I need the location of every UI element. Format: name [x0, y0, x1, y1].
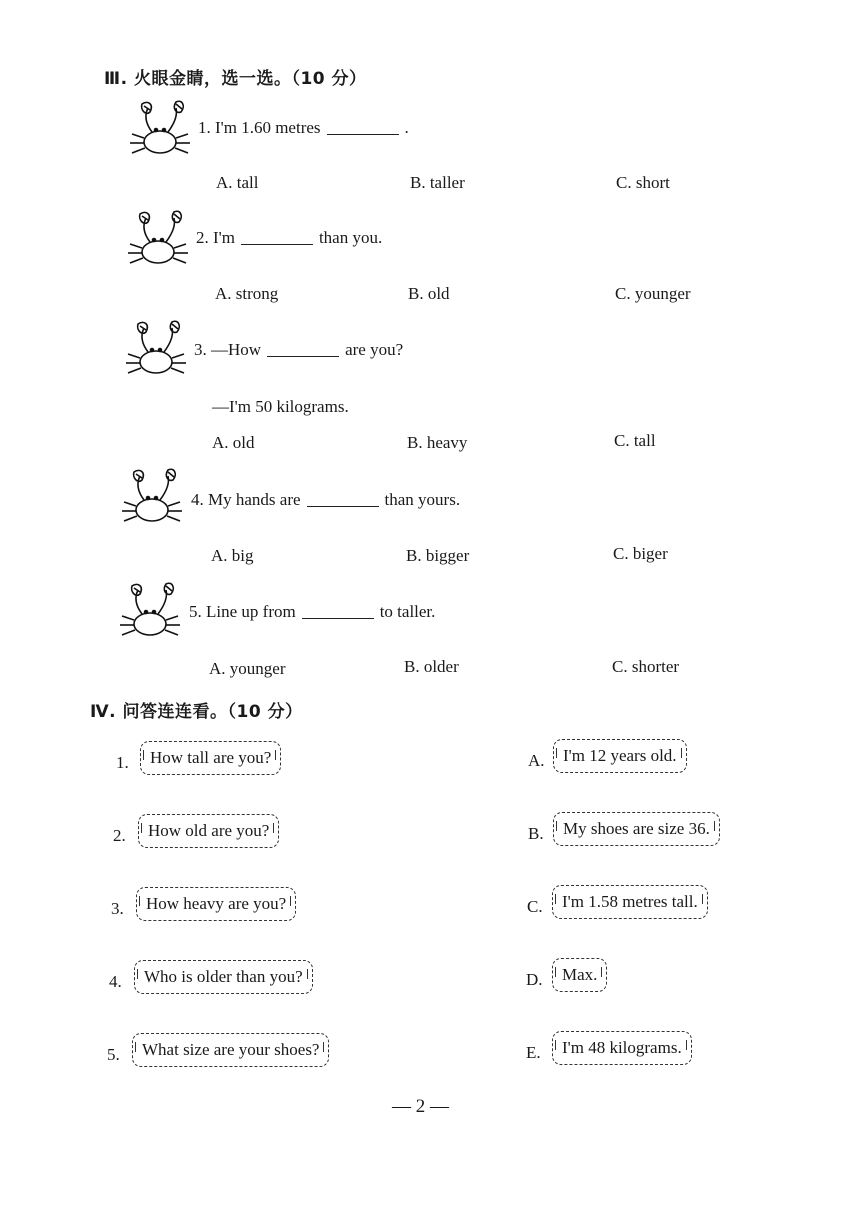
option-5c[interactable]: C. shorter: [612, 657, 680, 676]
match-right-letter: B.: [528, 824, 544, 843]
question-1: 1. I'm 1.60 metres .: [198, 118, 409, 137]
question-3-answer-line: —I'm 50 kilograms.: [212, 397, 349, 416]
question-5: 5. Line up from to taller.: [189, 602, 436, 621]
match-left-item[interactable]: How heavy are you?: [136, 887, 296, 921]
match-right-letter: C.: [527, 897, 543, 916]
question-2: 2. I'm than you.: [196, 228, 383, 247]
option-1a[interactable]: A. tall: [216, 173, 259, 192]
match-right-letter: E.: [526, 1043, 541, 1062]
section-3-title: Ⅲ. 火眼金睛，选一选。（10 分）: [104, 69, 367, 89]
option-4b[interactable]: B. bigger: [406, 546, 470, 565]
page-number: — 2 —: [392, 1096, 449, 1117]
option-4c[interactable]: C. biger: [613, 544, 668, 563]
answer-blank[interactable]: [267, 355, 339, 357]
match-left-number: 1.: [116, 753, 129, 772]
option-5a[interactable]: A. younger: [209, 659, 286, 678]
option-5b[interactable]: B. older: [404, 657, 459, 676]
crab-icon: [122, 320, 194, 382]
match-left-number: 3.: [111, 899, 124, 918]
option-2a[interactable]: A. strong: [215, 284, 279, 303]
crab-icon: [118, 468, 190, 530]
match-right-item[interactable]: Max.: [552, 958, 607, 992]
match-left-number: 4.: [109, 972, 122, 991]
match-left-item[interactable]: What size are your shoes?: [132, 1033, 329, 1067]
crab-icon: [126, 100, 198, 162]
crab-icon: [124, 210, 196, 272]
match-right-item[interactable]: My shoes are size 36.: [553, 812, 720, 846]
match-left-number: 5.: [107, 1045, 120, 1064]
option-3c[interactable]: C. tall: [614, 431, 656, 450]
option-4a[interactable]: A. big: [211, 546, 254, 565]
answer-blank[interactable]: [302, 617, 374, 619]
match-left-item[interactable]: Who is older than you?: [134, 960, 313, 994]
option-1b[interactable]: B. taller: [410, 173, 465, 192]
option-2b[interactable]: B. old: [408, 284, 450, 303]
match-left-item[interactable]: How tall are you?: [140, 741, 281, 775]
match-right-item[interactable]: I'm 48 kilograms.: [552, 1031, 692, 1065]
question-3: 3. —How are you?: [194, 340, 404, 359]
answer-blank[interactable]: [307, 505, 379, 507]
option-3a[interactable]: A. old: [212, 433, 255, 452]
option-1c[interactable]: C. short: [616, 173, 670, 192]
answer-blank[interactable]: [327, 133, 399, 135]
option-2c[interactable]: C. younger: [615, 284, 691, 303]
match-left-number: 2.: [113, 826, 126, 845]
match-left-item[interactable]: How old are you?: [138, 814, 279, 848]
match-right-item[interactable]: I'm 12 years old.: [553, 739, 687, 773]
match-right-letter: A.: [528, 751, 545, 770]
match-right-item[interactable]: I'm 1.58 metres tall.: [552, 885, 708, 919]
option-3b[interactable]: B. heavy: [407, 433, 468, 452]
section-4-title: Ⅳ. 问答连连看。（10 分）: [90, 702, 303, 722]
question-4: 4. My hands are than yours.: [191, 490, 461, 509]
crab-icon: [116, 582, 188, 644]
answer-blank[interactable]: [241, 243, 313, 245]
match-right-letter: D.: [526, 970, 543, 989]
